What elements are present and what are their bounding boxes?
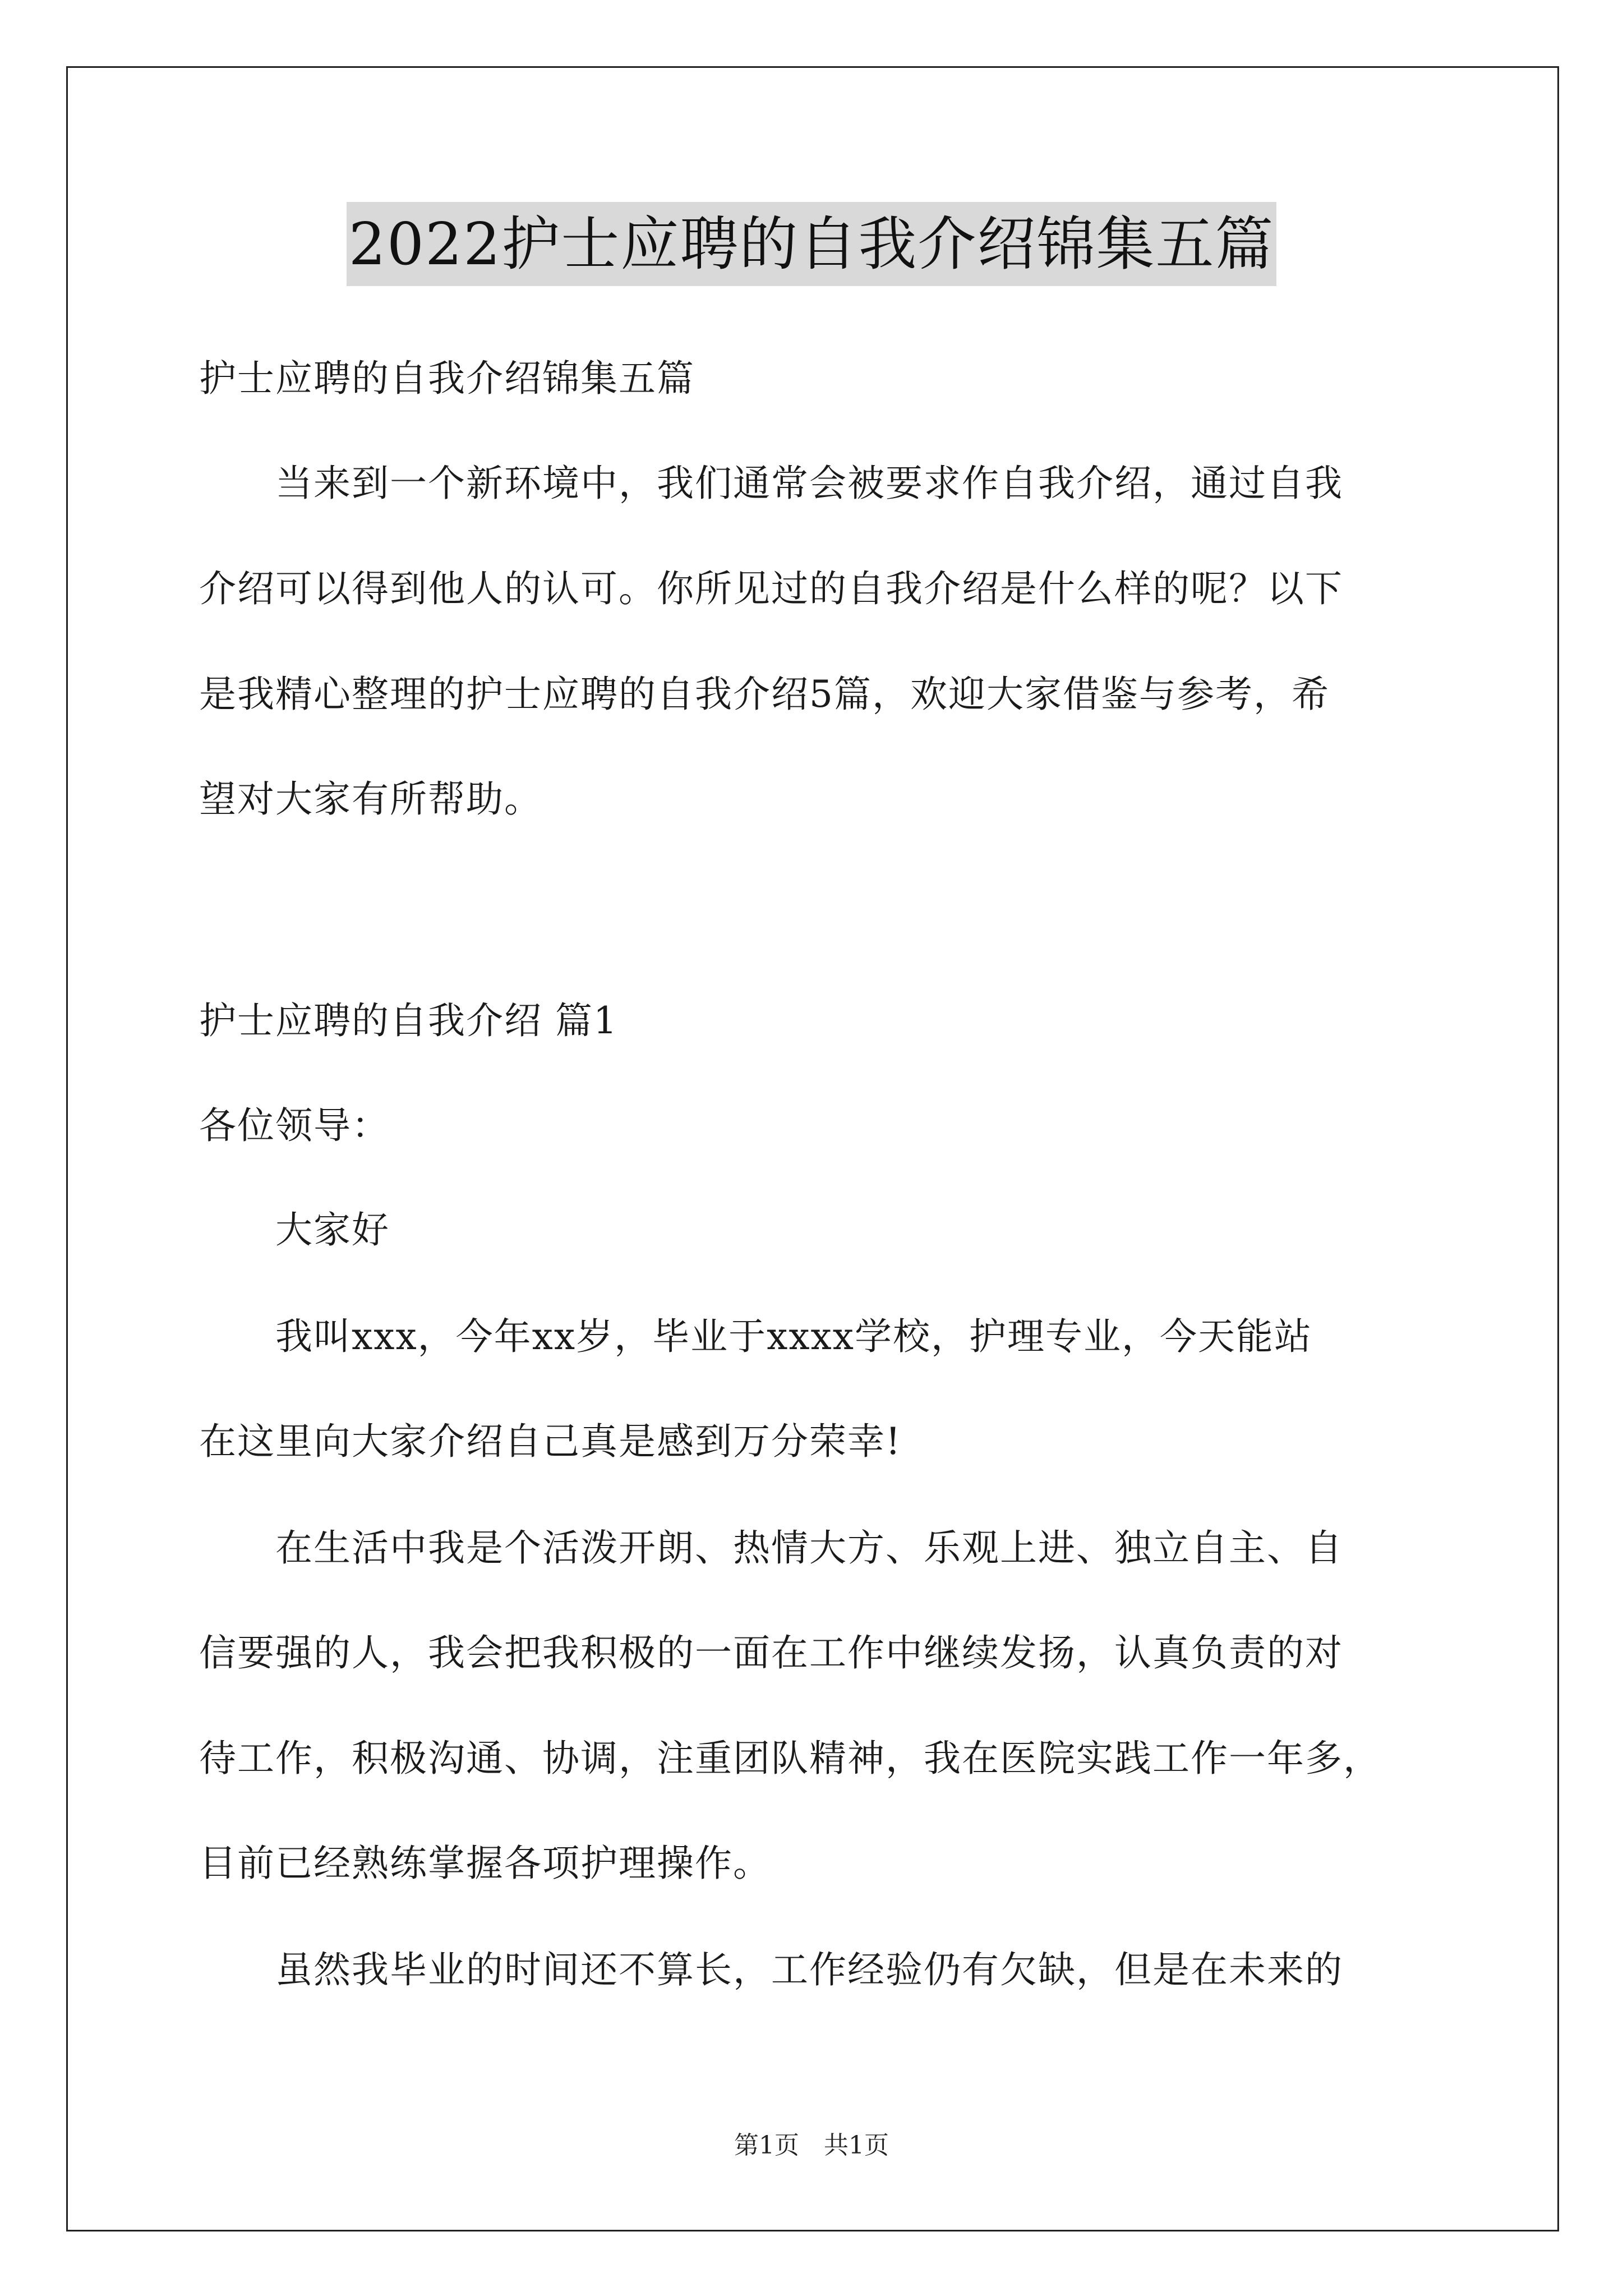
subtitle-line: 护士应聘的自我介绍锦集五篇 [199,357,695,400]
salutation-line: 各位领导： [199,1104,390,1147]
paragraph-line: 当来到一个新环境中，我们通常会被要求作自我介绍，通过自我 [199,462,1343,505]
title-container [0,202,1623,286]
paragraph-line: 是我精心整理的护士应聘的自我介绍5篇，欢迎大家借鉴与参考，希 [199,673,1330,716]
paragraph-line: 在生活中我是个活泼开朗、热情大方、乐观上进、独立自主、自 [199,1526,1343,1570]
greeting-line: 大家好 [199,1208,390,1251]
paragraph-line: 信要强的人，我会把我积极的一面在工作中继续发扬，认真负责的对 [199,1631,1343,1674]
paragraph-line: 待工作，积极沟通、协调，注重团队精神，我在医院实践工作一年多， [199,1737,1381,1780]
paragraph-line: 虽然我毕业的时间还不算长，工作经验仍有欠缺，但是在未来的 [199,1948,1343,1991]
paragraph-line: 望对大家有所帮助。 [199,777,542,821]
paragraph-line: 在这里向大家介绍自己真是感到万分荣幸! [199,1420,902,1463]
page-footer: 第1页 共1页 [734,2131,889,2160]
paragraph-line: 介绍可以得到他人的认可。你所见过的自我介绍是什么样的呢？以下 [199,567,1343,610]
document-title: 2022护士应聘的自我介绍锦集五篇 [347,202,1277,286]
paragraph-line: 目前已经熟练掌握各项护理操作。 [199,1842,771,1885]
paragraph-line: 我叫xxx，今年xx岁，毕业于xxxx学校，护理专业，今天能站 [199,1315,1312,1358]
section-heading: 护士应聘的自我介绍 篇1 [199,999,618,1042]
